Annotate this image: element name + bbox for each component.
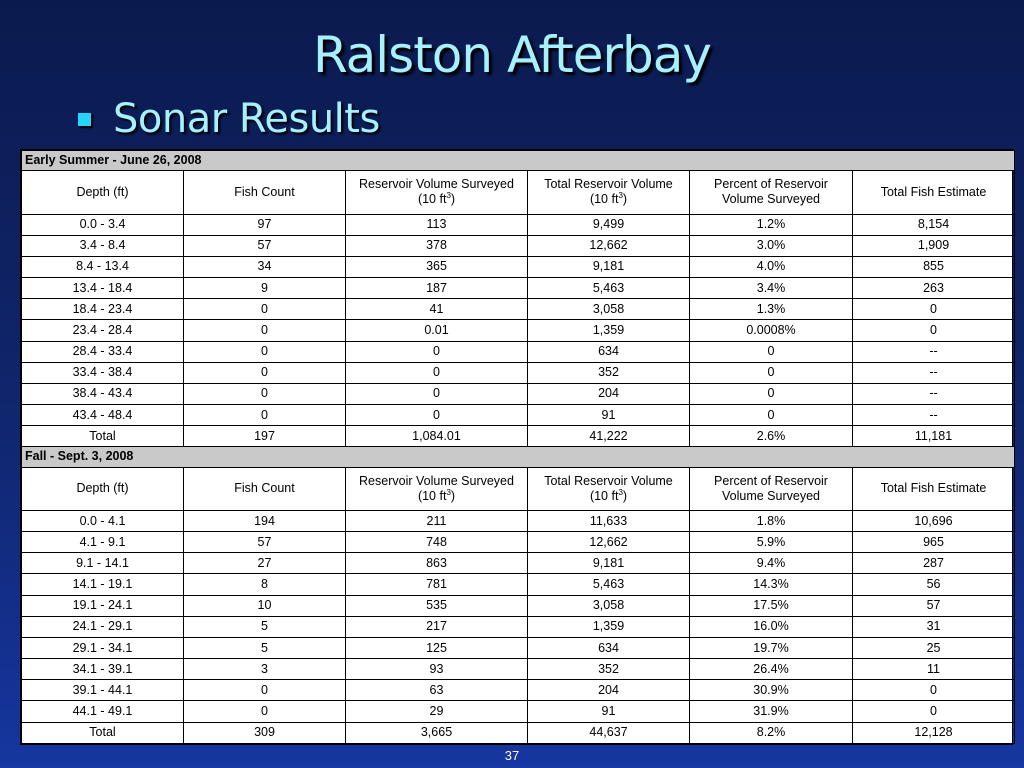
- cell-percent-surveyed: 9.4%: [690, 553, 853, 574]
- cell-total-volume: 5,463: [528, 278, 690, 299]
- table-row: [22, 701, 1015, 722]
- cell-total-fish-estimate: 287: [853, 553, 1015, 574]
- cell-fish-count: 0: [184, 405, 346, 426]
- table-row: [22, 595, 1015, 616]
- table-row: [22, 320, 1015, 341]
- cell-total-fish-estimate: 965: [853, 532, 1015, 553]
- header-depth: Depth (ft): [22, 171, 184, 214]
- table-row: [22, 659, 1015, 680]
- slide-title: Ralston Afterbay: [312, 26, 712, 84]
- header-fish-count: Fish Count: [184, 467, 346, 510]
- cell-fish-count: 57: [184, 532, 346, 553]
- cell-percent-surveyed: 1.2%: [690, 214, 853, 235]
- cell-total-volume: 12,662: [528, 235, 690, 256]
- cell-volume-surveyed: 211: [346, 510, 528, 531]
- table-row: [22, 616, 1015, 637]
- cell-percent-surveyed: 16.0%: [690, 616, 853, 637]
- cell-total-volume: 3,058: [528, 595, 690, 616]
- cell-fish-count: 10: [184, 595, 346, 616]
- cell-total-volume: 91: [528, 405, 690, 426]
- table-row: [22, 256, 1015, 277]
- cell-volume-surveyed: 0: [346, 362, 528, 383]
- cell-fish-count: 27: [184, 553, 346, 574]
- cell-total-volume: 11,633: [528, 510, 690, 531]
- cell-total-fish-estimate: 8,154: [853, 214, 1015, 235]
- cell-percent-surveyed: 5.9%: [690, 532, 853, 553]
- cell-total-fish-estimate: --: [853, 405, 1015, 426]
- cell-percent-surveyed: 30.9%: [690, 680, 853, 701]
- cell-total-fish-estimate: 31: [853, 616, 1015, 637]
- cell-depth: 29.1 - 34.1: [22, 637, 184, 658]
- cell-total-volume: 204: [528, 383, 690, 404]
- cell-volume-surveyed: 365: [346, 256, 528, 277]
- cell-depth: 3.4 - 8.4: [22, 235, 184, 256]
- cell-total-fish-estimate: 855: [853, 256, 1015, 277]
- header-percent-surveyed: [690, 467, 853, 510]
- header-percent-line1: Percent of Reservoir: [714, 177, 828, 192]
- cell-fish-count: 9: [184, 278, 346, 299]
- cell-total-fish-estimate: 0: [853, 701, 1015, 722]
- cell-total-volume: 352: [528, 659, 690, 680]
- cell-depth: 34.1 - 39.1: [22, 659, 184, 680]
- cell-percent-surveyed: 0: [690, 383, 853, 404]
- cell-volume-surveyed: 0: [346, 405, 528, 426]
- section-title: Early Summer - June 26, 2008: [22, 151, 1015, 171]
- cell-fish-count: 0: [184, 362, 346, 383]
- cell-volume-surveyed: 781: [346, 574, 528, 595]
- header-total-fish-estimate: Total Fish Estimate: [853, 171, 1015, 214]
- table-row: [22, 553, 1015, 574]
- cell-volume-surveyed: 63: [346, 680, 528, 701]
- cell-total-fish-estimate: 263: [853, 278, 1015, 299]
- cell-percent-surveyed: 0: [690, 405, 853, 426]
- cell-total-volume: 204: [528, 680, 690, 701]
- cell-volume-surveyed: 29: [346, 701, 528, 722]
- cell-percent-surveyed: 4.0%: [690, 256, 853, 277]
- cell-total-fish-estimate: --: [853, 341, 1015, 362]
- cell-percent-surveyed: 8.2%: [690, 722, 853, 743]
- unit-suffix: ): [450, 192, 456, 207]
- header-volume-surveyed: [346, 467, 528, 510]
- header-percent-line1: Percent of Reservoir: [714, 473, 828, 488]
- header-total-volume-label: Total Reservoir Volume: [544, 473, 673, 488]
- table-row: [22, 299, 1015, 320]
- cell-total-fish-estimate: --: [853, 383, 1015, 404]
- cell-depth: 38.4 - 43.4: [22, 383, 184, 404]
- cell-total-fish-estimate: 0: [853, 299, 1015, 320]
- table-row: [22, 214, 1015, 235]
- cell-depth: 18.4 - 23.4: [22, 299, 184, 320]
- cell-total-volume: 634: [528, 637, 690, 658]
- cell-percent-surveyed: 0: [690, 341, 853, 362]
- header-percent-line2: Volume Surveyed: [722, 488, 820, 503]
- unit-exponent: 3: [618, 191, 623, 201]
- cell-fish-count: 0: [184, 680, 346, 701]
- cell-volume-surveyed: 0.01: [346, 320, 528, 341]
- unit-prefix: (10 ft: [589, 488, 619, 503]
- unit-exponent: 3: [446, 487, 451, 497]
- cell-fish-count: 0: [184, 299, 346, 320]
- cell-percent-surveyed: 19.7%: [690, 637, 853, 658]
- section-title: Fall - Sept. 3, 2008: [22, 447, 1015, 467]
- cell-total-fish-estimate: 25: [853, 637, 1015, 658]
- header-percent-surveyed: [690, 171, 853, 214]
- column-header-row: [22, 171, 1015, 214]
- cell-percent-surveyed: 26.4%: [690, 659, 853, 680]
- cell-volume-surveyed: 125: [346, 637, 528, 658]
- cell-total-fish-estimate: 12,128: [853, 722, 1015, 743]
- cell-percent-surveyed: 3.4%: [690, 278, 853, 299]
- bullet-text: Sonar Results: [113, 96, 380, 142]
- cell-percent-surveyed: 14.3%: [690, 574, 853, 595]
- cell-volume-surveyed: 0: [346, 383, 528, 404]
- cell-total-volume: 9,181: [528, 553, 690, 574]
- cell-total-fish-estimate: --: [853, 362, 1015, 383]
- cell-total-volume: 44,637: [528, 722, 690, 743]
- bullet-item: [78, 96, 380, 142]
- cell-fish-count: 8: [184, 574, 346, 595]
- table-row: [22, 532, 1015, 553]
- unit-suffix: ): [622, 192, 628, 207]
- cell-depth: 4.1 - 9.1: [22, 532, 184, 553]
- header-volume-surveyed: [346, 171, 528, 214]
- cell-depth: 14.1 - 19.1: [22, 574, 184, 595]
- cell-total-fish-estimate: 0: [853, 320, 1015, 341]
- table-row: [22, 510, 1015, 531]
- cell-total-volume: 352: [528, 362, 690, 383]
- unit-exponent: 3: [618, 487, 623, 497]
- total-row: [22, 722, 1015, 743]
- cell-total-volume: 3,058: [528, 299, 690, 320]
- cell-fish-count: 0: [184, 341, 346, 362]
- unit-prefix: (10 ft: [589, 192, 619, 207]
- cell-total-volume: 1,359: [528, 320, 690, 341]
- cell-depth: 28.4 - 33.4: [22, 341, 184, 362]
- cell-fish-count: 34: [184, 256, 346, 277]
- section-header-row: [22, 151, 1015, 171]
- page-number: 37: [504, 748, 520, 763]
- bullet-square-icon: [78, 113, 91, 126]
- cell-volume-surveyed: 535: [346, 595, 528, 616]
- cell-percent-surveyed: 31.9%: [690, 701, 853, 722]
- cell-total-volume: 5,463: [528, 574, 690, 595]
- cell-depth: 19.1 - 24.1: [22, 595, 184, 616]
- table-row: [22, 235, 1015, 256]
- cell-total-fish-estimate: 11,181: [853, 426, 1015, 447]
- cell-fish-count: 3: [184, 659, 346, 680]
- cell-depth: 0.0 - 4.1: [22, 510, 184, 531]
- header-total-volume: [528, 467, 690, 510]
- table-row: [22, 362, 1015, 383]
- cell-fish-count: 97: [184, 214, 346, 235]
- cell-percent-surveyed: 0.0008%: [690, 320, 853, 341]
- header-total-fish-estimate: Total Fish Estimate: [853, 467, 1015, 510]
- header-percent-line2: Volume Surveyed: [722, 192, 820, 207]
- cell-total-fish-estimate: 57: [853, 595, 1015, 616]
- cell-volume-surveyed: 187: [346, 278, 528, 299]
- cell-depth: 44.1 - 49.1: [22, 701, 184, 722]
- cell-percent-surveyed: 1.3%: [690, 299, 853, 320]
- cell-fish-count: 0: [184, 320, 346, 341]
- cell-depth: 23.4 - 28.4: [22, 320, 184, 341]
- cell-total-fish-estimate: 0: [853, 680, 1015, 701]
- cell-volume-surveyed: 378: [346, 235, 528, 256]
- total-row: [22, 426, 1015, 447]
- unit-exponent: 3: [446, 191, 451, 201]
- table-row: [22, 405, 1015, 426]
- cell-volume-surveyed: 863: [346, 553, 528, 574]
- cell-total-fish-estimate: 1,909: [853, 235, 1015, 256]
- cell-volume-surveyed: 748: [346, 532, 528, 553]
- unit-prefix: (10 ft: [417, 192, 447, 207]
- header-fish-count: Fish Count: [184, 171, 346, 214]
- unit-prefix: (10 ft: [417, 488, 447, 503]
- cell-fish-count: 194: [184, 510, 346, 531]
- cell-depth: 43.4 - 48.4: [22, 405, 184, 426]
- header-total-volume-label: Total Reservoir Volume: [544, 177, 673, 192]
- cell-depth: 0.0 - 3.4: [22, 214, 184, 235]
- cell-fish-count: 309: [184, 722, 346, 743]
- header-volume-surveyed-label: Reservoir Volume Surveyed: [359, 177, 514, 192]
- header-depth: Depth (ft): [22, 467, 184, 510]
- table-row: [22, 278, 1015, 299]
- cell-percent-surveyed: 1.8%: [690, 510, 853, 531]
- cell-depth: 9.1 - 14.1: [22, 553, 184, 574]
- cell-volume-surveyed: 217: [346, 616, 528, 637]
- cell-volume-surveyed: 93: [346, 659, 528, 680]
- cell-volume-surveyed: 3,665: [346, 722, 528, 743]
- cell-volume-surveyed: 41: [346, 299, 528, 320]
- cell-total-volume: 41,222: [528, 426, 690, 447]
- header-volume-surveyed-label: Reservoir Volume Surveyed: [359, 473, 514, 488]
- unit-suffix: ): [450, 488, 456, 503]
- cell-total-volume: 12,662: [528, 532, 690, 553]
- table-row: [22, 680, 1015, 701]
- section-header-row: [22, 447, 1015, 467]
- cell-volume-surveyed: 113: [346, 214, 528, 235]
- cell-total-volume: 634: [528, 341, 690, 362]
- cell-depth: 24.1 - 29.1: [22, 616, 184, 637]
- cell-percent-surveyed: 3.0%: [690, 235, 853, 256]
- cell-total-fish-estimate: 10,696: [853, 510, 1015, 531]
- cell-total-volume: 1,359: [528, 616, 690, 637]
- column-header-row: [22, 467, 1015, 510]
- cell-total-fish-estimate: 56: [853, 574, 1015, 595]
- cell-percent-surveyed: 17.5%: [690, 595, 853, 616]
- table-row: [22, 341, 1015, 362]
- sonar-results-table: [20, 149, 1013, 745]
- cell-total-fish-estimate: 11: [853, 659, 1015, 680]
- cell-fish-count: 5: [184, 616, 346, 637]
- cell-depth: 13.4 - 18.4: [22, 278, 184, 299]
- table-row: [22, 637, 1015, 658]
- cell-total-volume: 9,181: [528, 256, 690, 277]
- cell-depth: Total: [22, 426, 184, 447]
- cell-fish-count: 197: [184, 426, 346, 447]
- cell-percent-surveyed: 0: [690, 362, 853, 383]
- cell-fish-count: 0: [184, 701, 346, 722]
- cell-depth: 8.4 - 13.4: [22, 256, 184, 277]
- cell-total-volume: 91: [528, 701, 690, 722]
- cell-volume-surveyed: 0: [346, 341, 528, 362]
- cell-depth: 33.4 - 38.4: [22, 362, 184, 383]
- unit-suffix: ): [622, 488, 628, 503]
- cell-volume-surveyed: 1,084.01: [346, 426, 528, 447]
- table-row: [22, 383, 1015, 404]
- cell-fish-count: 5: [184, 637, 346, 658]
- cell-percent-surveyed: 2.6%: [690, 426, 853, 447]
- header-total-volume: [528, 171, 690, 214]
- cell-total-volume: 9,499: [528, 214, 690, 235]
- table-row: [22, 574, 1015, 595]
- cell-depth: Total: [22, 722, 184, 743]
- cell-fish-count: 57: [184, 235, 346, 256]
- cell-depth: 39.1 - 44.1: [22, 680, 184, 701]
- cell-fish-count: 0: [184, 383, 346, 404]
